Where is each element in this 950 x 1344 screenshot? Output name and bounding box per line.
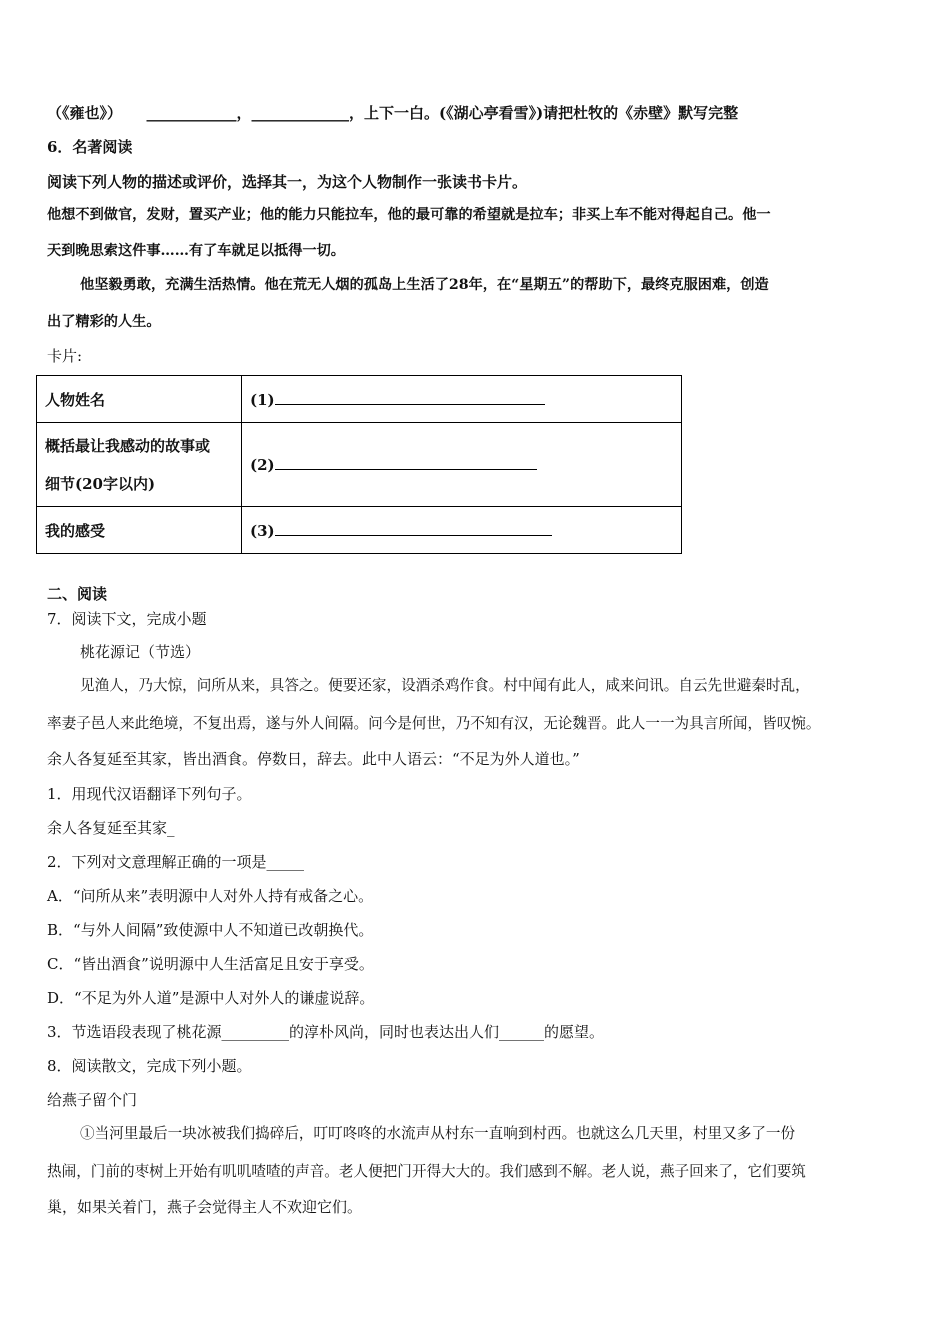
q6-heading: 6．名著阅读 <box>47 138 133 156</box>
q6-passage2-line1: 他坚毅勇敢，充满生活热情。他在荒无人烟的孤岛上生活了28年，在“星期五”的帮助下，最终克服困难，创造 <box>80 277 769 293</box>
q7-subq3: 3．节选语段表现了桃花源_________的淳朴风尚，同时也表达出人们______的愿望。 <box>47 1023 605 1041</box>
answer-blank-1[interactable] <box>275 390 545 405</box>
card-row-name <box>37 376 682 423</box>
q7-subq1: 1．用现代汉语翻译下列句子。 <box>47 785 252 803</box>
q7-title: 桃花源记（节选） <box>80 643 201 661</box>
option-d: D．“不足为外人道”是源中人对外人的谦虚说辞。 <box>47 989 375 1007</box>
answer-blank-3[interactable] <box>275 521 552 536</box>
reading-card-table <box>36 375 682 554</box>
q7-intro: 7．阅读下文，完成小题 <box>47 610 207 628</box>
q7-passage-line1: 见渔人，乃大惊，问所从来，具答之。便要还家，设酒杀鸡作食。村中闻有此人，咸来问讯。自云先世避秦时乱， <box>80 677 810 694</box>
card-label: 卡片: <box>47 347 83 365</box>
source-yongye: （《雍也》） <box>47 104 123 122</box>
fill-blank-line: ____________，_____________，上下一白。(《湖心亭看雪》)请把杜牧的《赤壁》默写完整 <box>146 104 739 122</box>
option-a: A．“问所从来”表明源中人对外人持有戒备之心。 <box>47 887 374 905</box>
card-label-name: 人物姓名 <box>37 376 242 423</box>
top-line <box>47 103 738 123</box>
option-c: C．“皆出酒食”说明源中人生活富足且安于享受。 <box>47 955 374 973</box>
card-row-feeling <box>37 507 682 554</box>
q6-passage2-line2: 出了精彩的人生。 <box>47 314 161 330</box>
card-label-feeling: 我的感受 <box>37 507 242 554</box>
card-answer-1[interactable]: (1) <box>242 376 682 423</box>
q7-passage-line2: 率妻子邑人来此绝境，不复出焉，遂与外人间隔。问今是何世，乃不知有汉，无论魏晋。此人一一为具言所闻，皆叹惋。 <box>47 715 821 732</box>
q7-subq1-sentence: 余人各复延至其家_ <box>47 819 175 837</box>
q7-subq2: 2．下列对文意理解正确的一项是_____ <box>47 853 305 871</box>
q8-title: 给燕子留个门 <box>47 1091 138 1109</box>
option-b: B．“与外人间隔”致使源中人不知道已改朝换代。 <box>47 921 374 939</box>
answer-blank-2[interactable] <box>275 455 537 470</box>
section-heading-reading: 二、阅读 <box>47 585 108 603</box>
q8-passage-line3: 巢，如果关着门，燕子会觉得主人不欢迎它们。 <box>47 1198 363 1216</box>
card-answer-2[interactable]: (2) <box>242 423 682 507</box>
card-answer-3[interactable]: (3) <box>242 507 682 554</box>
q7-passage-line3: 余人各复延至其家，皆出酒食。停数日，辞去。此中人语云：“不足为外人道也。” <box>47 750 580 768</box>
q8-passage-line1: ①当河里最后一块冰被我们捣碎后，叮叮咚咚的水流声从村东一直响到村西。也就这么几天里，村里又多了一份 <box>80 1125 796 1142</box>
card-row-story <box>37 423 682 507</box>
q6-instruction: 阅读下列人物的描述或评价，选择其一，为这个人物制作一张读书卡片。 <box>47 173 528 191</box>
q6-passage1-line1: 他想不到做官，发财，置买产业；他的能力只能拉车，他的最可靠的希望就是拉车；非买上车不能对得起自己。他一 <box>47 207 771 223</box>
q8-passage-line2: 热闹，门前的枣树上开始有叽叽喳喳的声音。老人便把门开得大大的。我们感到不解。老人说，燕子回来了，它们要筑 <box>47 1163 806 1180</box>
q8-intro: 8．阅读散文，完成下列小题。 <box>47 1057 252 1075</box>
q6-passage1-line2: 天到晚思索这件事……有了车就足以抵得一切。 <box>47 243 345 259</box>
card-label-story: 概括最让我感动的故事或 细节(20字以内) <box>37 423 242 507</box>
